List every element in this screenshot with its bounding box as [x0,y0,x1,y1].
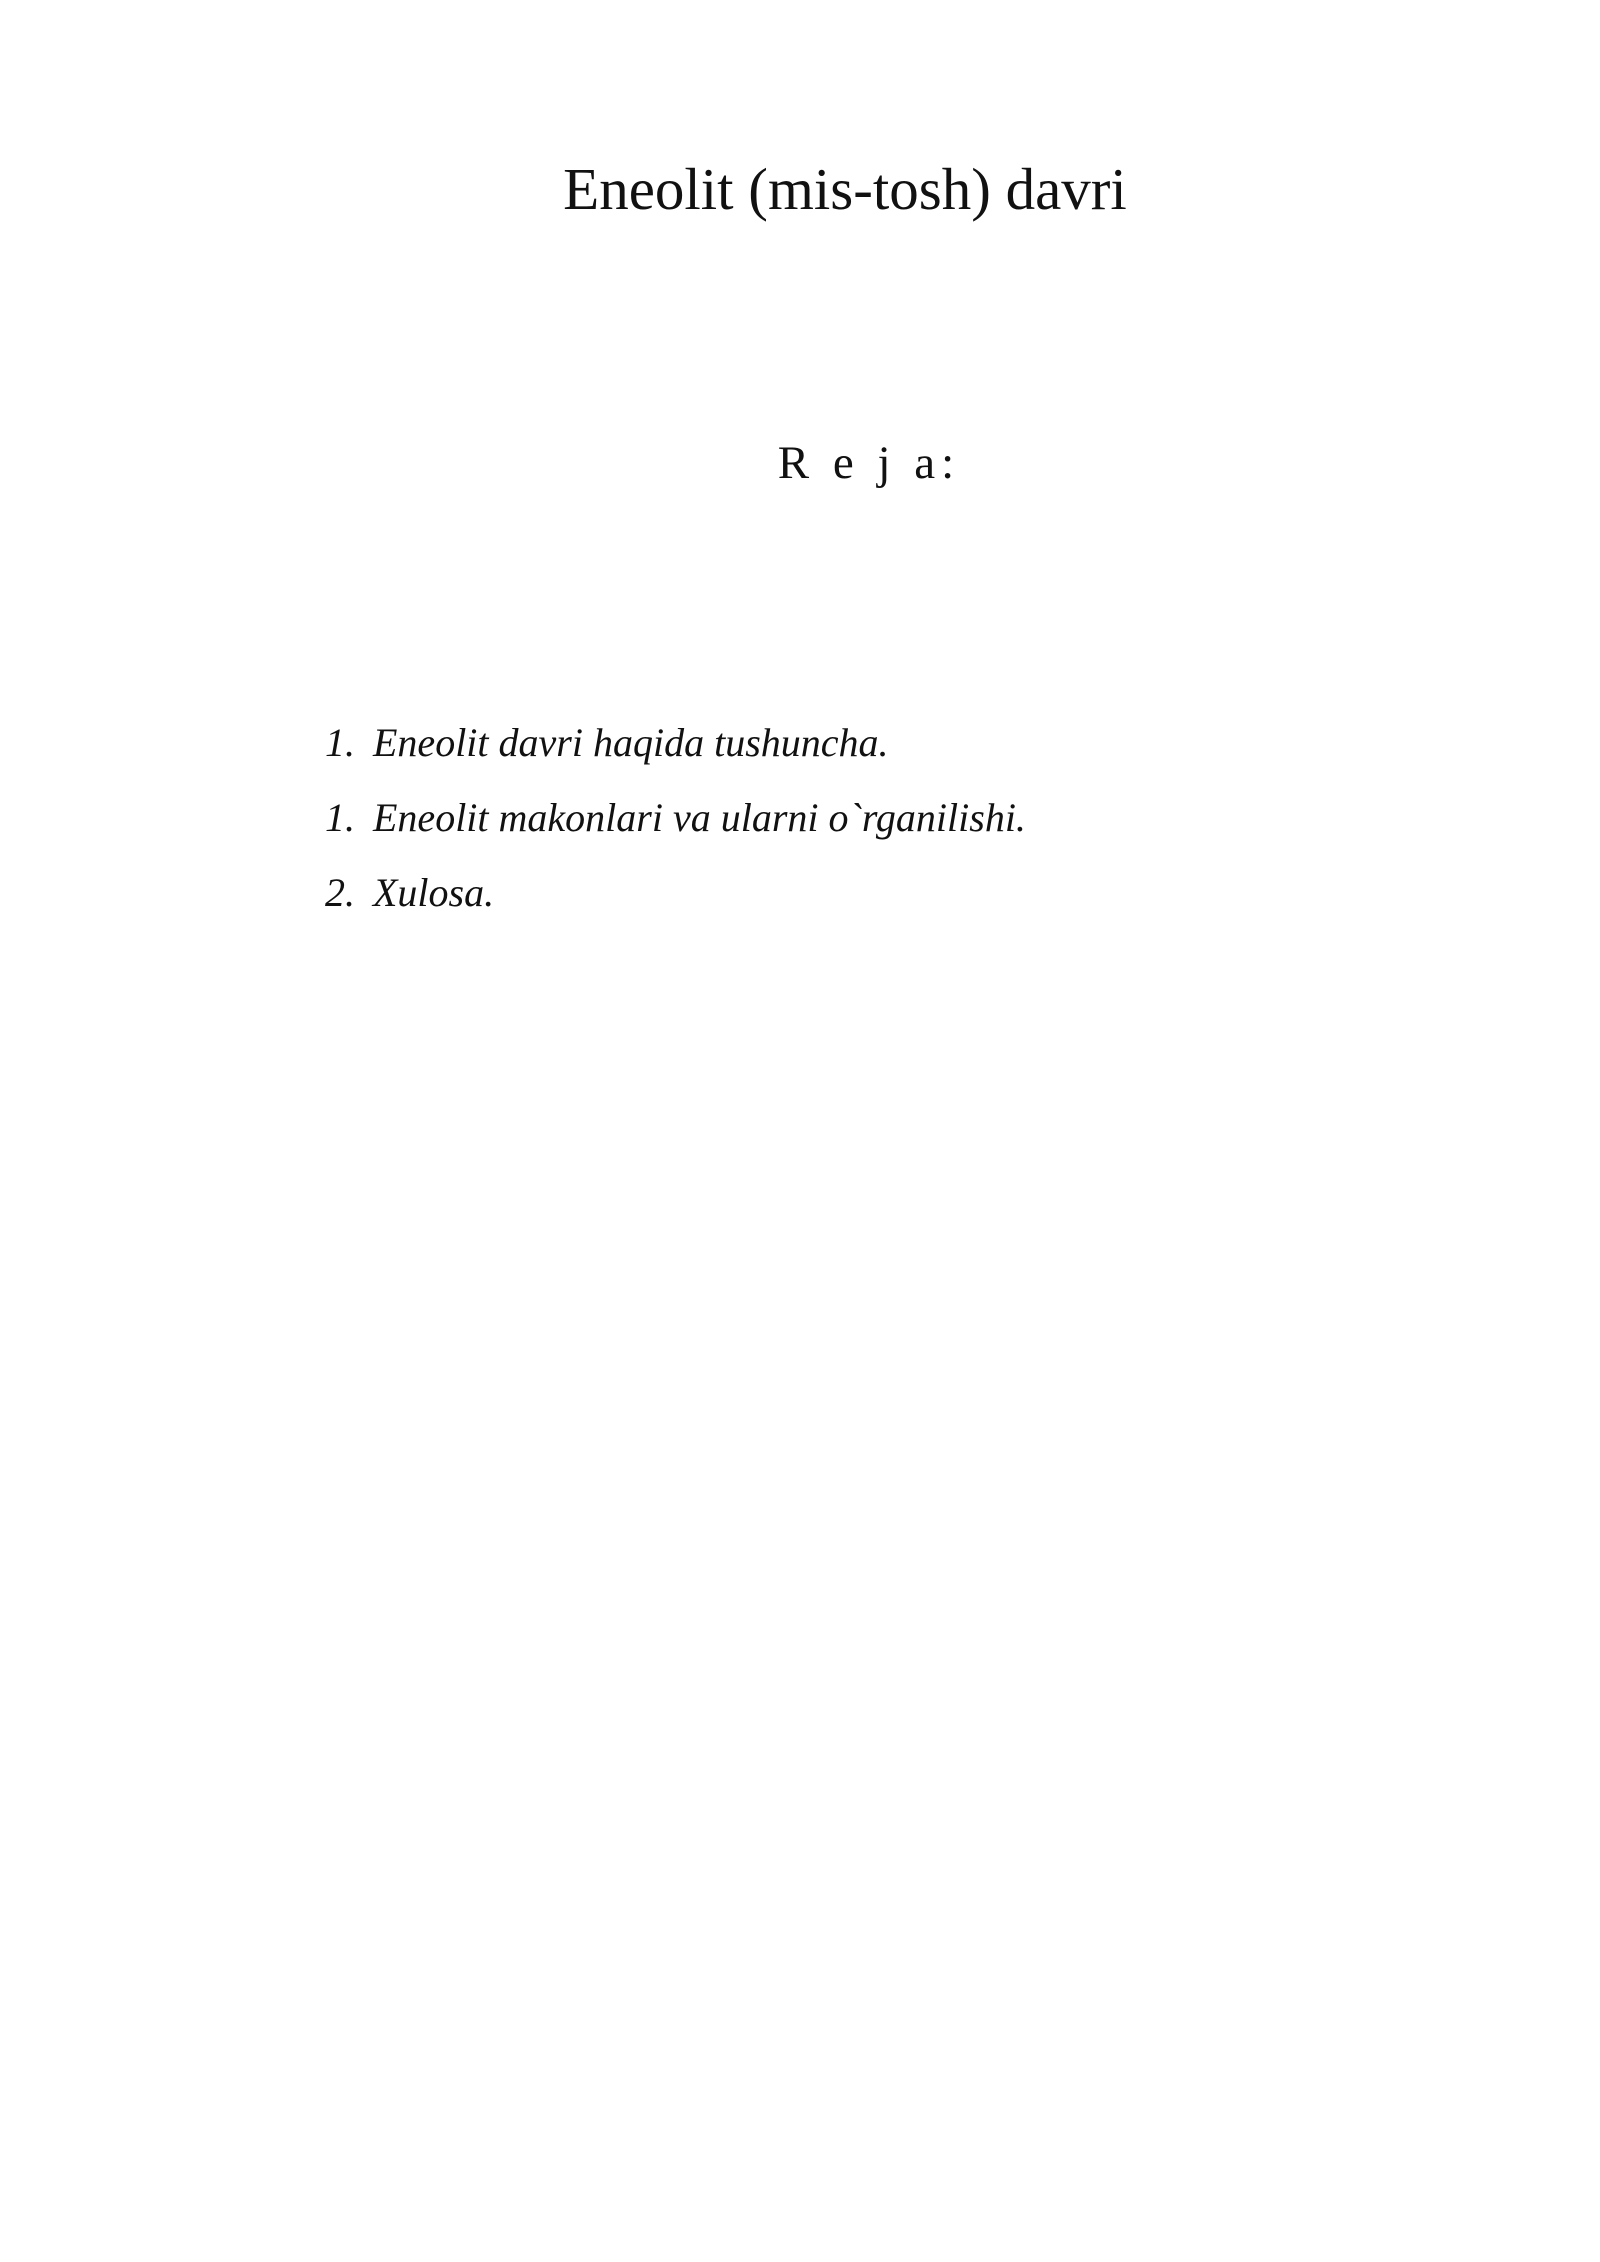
plan-item-number: 2. [325,870,355,915]
document-title: Eneolit (mis-tosh) davri [563,156,1127,222]
plan-item-text: Eneolit davri haqida tushuncha. [373,720,889,765]
plan-item [325,855,1026,930]
plan-item [325,705,1026,780]
plan-item-text: Eneolit makonlari va ularni o`rganilishi. [373,795,1026,840]
plan-list [325,705,1026,930]
plan-item-text: Xulosa. [373,870,495,915]
plan-item-number: 1. [325,795,355,840]
plan-item-number: 1. [325,720,355,765]
plan-heading: R e j a: [777,437,961,489]
plan-item [325,780,1026,855]
